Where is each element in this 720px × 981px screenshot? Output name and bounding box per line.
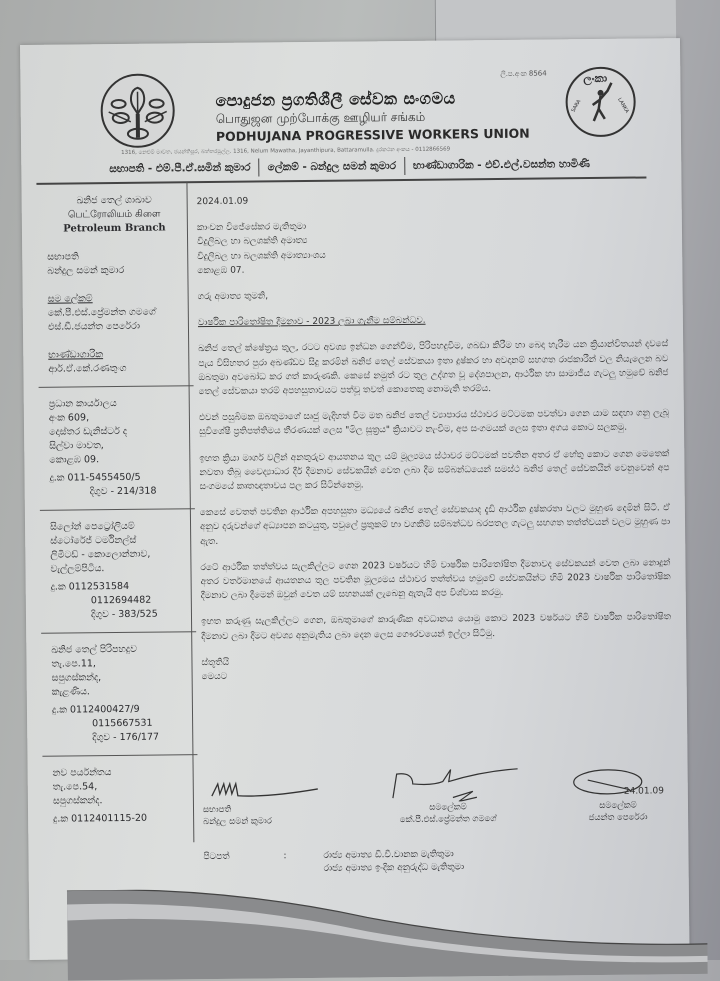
svg-text:24.01.09: 24.01.09	[623, 786, 664, 797]
closing-thanks: ස්තූතියි	[201, 657, 230, 669]
letterhead-title	[215, 88, 529, 144]
office-line: සිලෝන් පෙට්‍රෝලියම්	[49, 520, 135, 533]
logo-text-left: SARA	[570, 98, 583, 114]
union-name-sinhala: පොදුජන ප්‍රගතිශීලී සේවක සංගමය	[215, 88, 456, 110]
office-line: වැල්ලම්පිටිය.	[50, 563, 105, 575]
ext-label: දිගුව	[89, 486, 108, 498]
recipient-line: කොළඹ 07.	[197, 265, 245, 276]
cc-item: රාජ්‍ය අමාත්‍ය ඩී.වී.චානක මැතිතුමා	[323, 849, 454, 861]
signatory-title: සභාපති	[202, 804, 232, 816]
signatory-co-secretary-1	[373, 767, 524, 827]
phone-label: දු.ක	[51, 704, 67, 716]
office-line: ස්ටෝරේජ් ටර්මිනල්ස්	[50, 534, 137, 547]
paragraph: ඛනිජ තෙල් ක්ෂේත්‍රය තුල, රටට අවශ්‍ය ඉන්ධන ගෙන්වීම, පිරිපහදුවීම, ගබඩා කිරීම හා බෙදා හැරීම යන ක්‍රියාන්විතයන් දවසේ පැය විසිහතර පුරා අඛණ්ඩව සිදු කරමින් ඛනිජ තෙල් සේවකයා ඉතා දුෂ්කර හා අවදානම් සහගත රාජකාරීන් වල නියැලෙන බව ඔබතුමා අවබෝධ කර ගත් කාරුණකි. කෙසේ නමුත් රට තුල උද්ගත වූ දේශපාලන, ආර්ථික හා සාමාජීය ගැටලු හමුවේ ඛනිජ තෙල් සේවකයා තරම් අපහසුතාවයට පත්වූ තවත් කොතෙකු නොමැති තරම්ය.	[198, 339, 669, 398]
office-line: දොස්තර ඩැනිස්ටර් ද	[48, 425, 128, 438]
phone-number: 0112400427/9	[69, 703, 140, 716]
treasurer-name: ආර්.ඒ.කේ.රණතුංග	[48, 362, 127, 375]
cc-list	[323, 848, 464, 875]
signature-icon	[208, 777, 328, 804]
union-name-english: PODHUJANA PROGRESSIVE WORKERS UNION	[215, 125, 530, 144]
lanka-logo-icon	[565, 67, 636, 138]
signatory-name: ජයන්ත පෙරේරා	[588, 812, 648, 824]
office-phone	[53, 811, 188, 826]
registration-number: ලි.ප.අංක 8564	[500, 69, 547, 78]
logo-text: ලංකා	[583, 71, 608, 86]
sidebar-divider	[41, 631, 196, 634]
phone-label: දු.ක	[53, 813, 69, 825]
phone-label: දු.ක	[49, 472, 65, 484]
treasurer-block	[48, 347, 183, 376]
phone-number: 0112694482	[90, 594, 152, 607]
branch-name-tamil: பெட்ரோலியம் கிளை	[67, 208, 161, 221]
letter-subject: වාර්ෂික පාරිතෝෂිත දීමනාව - 2023 ලබා ගැනීම සම්බන්ධව.	[197, 315, 426, 329]
signatory-title: සමලේකම්	[429, 802, 467, 813]
president-name: බන්දුල සමන් කුමාර	[47, 264, 125, 277]
co-secretary-label: සම ලේකම්	[47, 293, 93, 305]
signature-icon	[373, 767, 523, 803]
office-line: ප්‍රධාන කාර්යාලය	[48, 398, 117, 410]
office-ext: දිගුව - 176/177	[92, 731, 160, 744]
paragraph: ඉහත කරුණු සැලකිල්ලට ගෙන, ඔබතුමාගේ කාරුණික අවධානය යොමු කොට 2023 වර්ෂයට හිමි වාර්ෂික පාරිතෝෂිත දීමනාව ලබා දීමට අවශ්‍ය අනුමැතිය ලබා දෙන ලෙස ගෞරවයෙන් ඉල්ලා සිටිමු.	[201, 612, 672, 642]
column-divider	[186, 182, 194, 842]
president-label: සභාපති	[47, 251, 79, 263]
recipient-line: කාංචන විජේසේකර මැතිතුමා	[196, 222, 307, 234]
co-secretary-name-1: කේ.පී.එස්.ප්‍රේමන්ත ගමගේ	[47, 306, 156, 319]
ext-label: දිගුව	[92, 732, 111, 744]
sidebar-divider	[39, 385, 194, 388]
office-line: සපුගස්කන්ද.	[52, 795, 103, 807]
office-line: කොළඹ 09.	[49, 454, 100, 466]
co-secretary-name-2: එස්.ඩී.ජයන්ත පෙරේරා	[47, 320, 141, 333]
paragraph: එවන් පසුබිමක ඔබතුමාගේ සෘජු මැදිහත් වීම මත ඛනිජ තෙල් ව්‍යාපාරය ස්ථාවර මට්ටමක පවත්වා ගෙන යාම සඳහා ගනු ලැබූ සුවිශේෂී ප්‍රතිපත්තිමය තීරණයක් ලෙස "මිල සූත්‍රය" ක්‍රියාවට නැංවීම, අප සංගමයක් ලෙස ඉතා අගය කොට සලකමු.	[198, 408, 669, 438]
paragraph: කෙසේ වෙතත් පවතින ආර්ථික අපහසුතා මධ්‍යයේ ඛනිජ තෙල් සේවකයාද දැඩි ආර්ථික දුෂ්කරතා වලට මුහුණ දෙමින් සිටී. ඒ අනුව දරුවන්ගේ අධ්‍යාපන කටයුතු, පවුලේ ප්‍රතුකම් හා වගකීම් සම්බන්ධව බරපතල ගැටලු සහගත තත්ත්වයන් වලට මුහුණ පා ඇත.	[199, 503, 671, 547]
ext-number: 176/177	[119, 731, 160, 743]
union-logo-icon	[100, 73, 175, 148]
office-head	[49, 396, 185, 499]
office-ext: දිගුව - 383/525	[90, 608, 158, 621]
letter-body	[197, 190, 672, 684]
signatory-name: කේ.පී.එස්.ප්‍රේමන්ත ගමගේ	[399, 814, 497, 826]
office-line: අංක 609,	[48, 412, 90, 424]
co-secretary-block	[48, 291, 183, 334]
office-line: කැළණිය.	[51, 686, 90, 698]
signature-block	[203, 773, 674, 838]
branch-sidebar	[47, 193, 189, 826]
recipient-line: විදුලිබල හා බලශක්ති අමාත්‍යාංශය	[197, 250, 326, 262]
cc-item: රාජ්‍ය අමාත්‍ය ඉංදික අනුරුද්ධ මැතිතුමා	[323, 862, 465, 874]
office-refinery	[51, 642, 187, 745]
union-address: 1316, නෙළුම් මාවත, ජයන්තිපුර, බත්තරමුල්ල. 1316, Nelum Mawatha, Jayanthipura, Battaramulla. දුරකථන අංකය - 0112866569	[121, 146, 451, 156]
paragraph: රටේ ආර්ථික තත්ත්වය සැලකිල්ලට ගෙන 2023 වර්ෂයට හිමි වාර්ෂික පාරිතෝෂිත දීමනාවද සේවකයන් වෙත ලබා නොදුන් අතර වර්තමානයේ ආයතනය තුල පවතින මූල්‍යමය ස්ථාවර තත්ත්වය හමුවේ සේවකයින්ට හිමි 2023 වාර්ෂික පාරිතෝෂික දීමනාව ලබා දීමෙන් ඔවුන් වෙත යම් සහනයක් ලැබෙනු ඇතැයි අප විශ්වාස කරමු.	[200, 558, 671, 602]
office-line: සිල්වා මාවත,	[49, 440, 104, 452]
phone-number: 0115667531	[92, 717, 153, 730]
union-officers-bar	[109, 154, 644, 178]
office-phone	[51, 579, 186, 594]
phone-number: 0112401115-20	[71, 812, 148, 825]
officer-treasurer: භාණ්ඩාගාරික - එච්.එල්.වසන්ත හාමිණි	[412, 157, 590, 172]
logo-text-right: LANKA	[616, 96, 631, 115]
signatory-president	[203, 777, 334, 828]
ext-label: දිගුව	[90, 609, 109, 621]
officer-secretary: ලේකම් - බන්දුල සමන් කුමාර	[267, 159, 397, 173]
salutation: ගරු අමාත්‍ය තුමනි,	[197, 291, 269, 303]
office-line: තැ.පෙ.11,	[51, 658, 96, 670]
signatory-co-secretary-2	[568, 767, 669, 824]
cc-colon: :	[283, 851, 287, 862]
office-kolonnawa	[50, 519, 186, 622]
office-line: ඛනිජ තෙල් පිරිපහදුව	[51, 643, 137, 656]
copies-to	[203, 846, 653, 874]
phone-label: දු.ක	[50, 581, 66, 593]
office-line: තැ.පෙ.54,	[52, 781, 98, 793]
branch-name-english: Petroleum Branch	[63, 222, 166, 235]
signatory-name: බන්දුල සමන් කුමාර	[203, 816, 272, 828]
office-line: සපුගස්කන්ද,	[51, 672, 102, 684]
office-new-terminal	[53, 765, 189, 826]
divider	[404, 157, 405, 175]
branch-name-sinhala: ඛනිජ තෙල් ශාඛාව	[76, 194, 152, 207]
recipient-line: විදුලිබල හා බලශක්ති අමාත්‍ය	[197, 236, 308, 248]
president-block	[47, 249, 182, 278]
ext-number: 383/525	[118, 608, 158, 621]
union-name-tamil: பொதுஜன முற்போக்கு ஊழியர் சங்கம்	[215, 109, 426, 126]
sidebar-divider	[40, 508, 195, 511]
recipient-address	[197, 216, 668, 278]
paragraph: ඉහත ක්‍රියා මාර්ග වලින් අනතුරුව ආයතනය තුල යම් මූල්‍යමය ස්ථාවර මට්ටමක් පවතින අතර ඒ හේතු කොට ගෙන මෙතෙක් නවතා තිබූ වෛද්‍යාධාර දීර් දීමනාව සේවකයින් වෙත ලබා දීම සම්බන්ධයෙන් සමස්ථ ඛනිජ තෙල් සේවකයින් වෙනුවෙන් අප සංගමයේ කෘතඥතාවය පල කර සිටින්නෙමු.	[199, 448, 670, 493]
office-line: නව පර්යන්තය	[52, 767, 112, 779]
phone-number: 011-5455450/5	[67, 471, 141, 484]
signature-icon	[568, 767, 668, 800]
officer-president: සභාපති - එම්.පී.ඒ.සමින් කුමාර	[109, 161, 251, 175]
letter-date: 2024.01.09	[196, 196, 249, 208]
office-line: ලිමිටඩ් - කොලොන්නාව,	[50, 548, 151, 561]
letter-page	[20, 38, 690, 960]
divider	[258, 158, 259, 176]
footer-wave-decoration	[67, 884, 708, 981]
phone-number: 0112531584	[68, 580, 130, 593]
cc-label: පිටපත්	[203, 851, 230, 863]
office-ext: දිගුව - 214/318	[89, 485, 157, 498]
signatory-title: සමලේකම්	[599, 800, 637, 811]
ext-number: 214/318	[116, 485, 157, 498]
treasurer-label: භාණ්ඩාගාරික	[48, 349, 104, 361]
office-phone	[49, 470, 184, 485]
sidebar-divider	[42, 754, 197, 757]
office-phone	[52, 702, 187, 717]
closing-yours: මෙයට	[201, 671, 228, 683]
